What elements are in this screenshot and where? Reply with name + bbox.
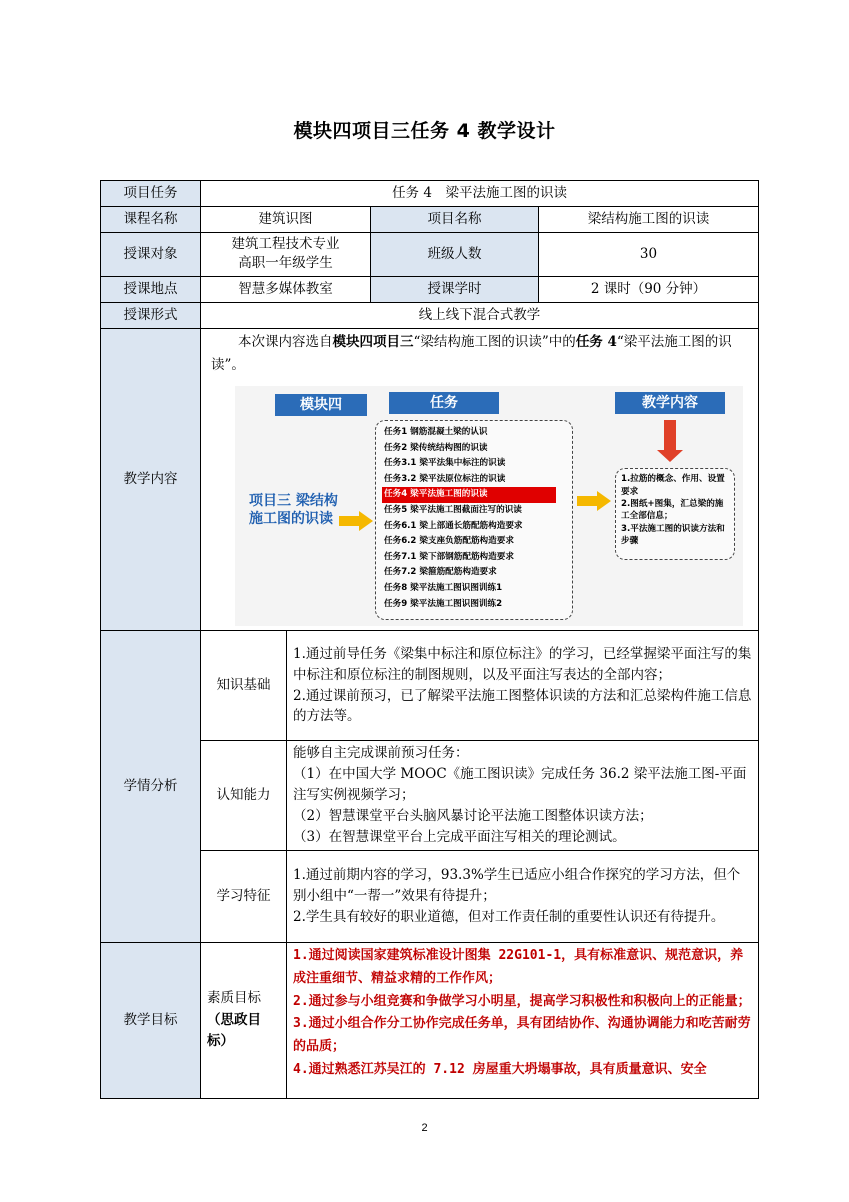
task-item: 任务6.2 梁支座负筋配筋构造要求 [384,536,514,547]
features-1: 1.通过前期内容的学习，93.3%学生已适应小组合作探究的学习方法，但个别小组中“一帮一”效果有待提升； [293,867,741,905]
cognitive-3: （3）在智慧课堂平台上完成平面注写相关的理论测试。 [293,828,626,845]
label-knowledge: 知识基础 [201,631,287,741]
arrow-right-icon [359,511,373,531]
cognitive-text [287,741,759,851]
cognitive-0: 能够自主完成课前预习任务： [293,745,469,762]
arrow-down-icon [657,450,683,462]
label-audience: 授课对象 [101,232,201,276]
label-content: 教学内容 [101,328,201,630]
module-header: 模块四 [275,394,367,416]
page-title: 模块四项目三任务 4 教学设计 [293,120,556,142]
quality-label-1: 素质目标 [207,990,261,1007]
page-number: 2 [421,1122,428,1134]
label-quality [201,943,287,1099]
content-item: 1.拉筋的概念、作用、设置要求 [621,474,725,497]
cognitive-2: （2）智慧课堂平台头脑风暴讨论平法施工图整体识读方法； [293,808,653,825]
label-task: 项目任务 [101,181,201,207]
value-class-size: 30 [539,232,759,276]
arrow-left-body [339,516,359,526]
content-text-c: “梁结构施工图的识读”中的 [413,333,576,350]
task-item: 任务7.2 梁箍筋配筋构造要求 [384,567,497,578]
content-text-b: 模块四项目三 [332,333,414,350]
value-project-name: 梁结构施工图的识读 [539,206,759,232]
objective-item: 4.通过熟悉江苏吴江的 7.12 房屋重大坍塌事故，具有质量意识、安全 [293,1061,707,1077]
label-class-size: 班级人数 [371,232,539,276]
task-item: 任务7.1 梁下部钢筋配筋构造要求 [384,551,514,562]
content-text-a: 本次课内容选自 [238,333,333,350]
objective-item: 3.通过小组合作分工协作完成任务单，具有团结协作、沟通协调能力和吃苦耐劳的品质； [293,1016,751,1055]
content-cell [201,328,759,630]
task-header: 任务 [389,392,499,414]
label-course: 课程名称 [101,206,201,232]
content-item: 3.平法施工图的识读方法和步骤 [621,523,725,547]
audience-line-2: 高职一年级学生 [238,255,333,272]
knowledge-2: 2.通过课前预习，已了解梁平法施工图整体识读的方法和汇总梁构件施工信息的方法等。 [293,687,752,725]
quality-label-2: （思政目标） [207,1011,261,1050]
arrow-mid-body [577,496,597,506]
label-format: 授课形式 [101,302,201,328]
content-diagram [235,386,743,626]
value-location: 智慧多媒体教室 [201,276,371,302]
value-task: 任务 4 梁平法施工图的识读 [201,181,759,207]
cognitive-1: （1）在中国大学 MOOC《施工图识读》完成任务 36.2 梁平法施工图-平面注写实例视频学习； [293,766,747,804]
features-2: 2.学生具有较好的职业道德，但对工作责任制的重要性认识还有待提升。 [293,909,725,926]
label-cognitive: 认知能力 [201,741,287,851]
label-location: 授课地点 [101,276,201,302]
objective-item: 2.通过参与小组竞赛和争做学习小明星，提高学习积极性和积极向上的正能量； [293,993,751,1009]
content-header: 教学内容 [615,392,725,414]
task-item: 任务9 梁平法施工图识图训练2 [384,598,503,609]
project-line-2: 施工图的识读 [249,511,333,528]
lesson-plan-table [100,180,759,1099]
value-hours: 2 课时（90 分钟） [539,276,759,302]
knowledge-text [287,631,759,741]
task-item: 任务4 梁平法施工图的识读 [382,487,556,503]
value-course: 建筑识图 [201,206,371,232]
label-analysis: 学情分析 [101,631,201,943]
value-format: 线上线下混合式教学 [201,302,759,328]
label-objectives: 教学目标 [101,943,201,1099]
label-project-name: 项目名称 [371,206,539,232]
task-item: 任务6.1 梁上部通长筋配筋构造要求 [384,520,523,531]
task-item: 任务3.1 梁平法集中标注的识读 [384,458,506,469]
arrow-right-icon-2 [597,491,611,511]
arrow-down-body [664,420,676,450]
content-intro [205,329,754,380]
objectives-list [287,943,759,1099]
content-item: 2.图纸+图集，汇总梁的施工全部信息； [621,498,724,522]
label-hours: 授课学时 [371,276,539,302]
task-item: 任务5 梁平法施工图截面注写的识读 [384,505,522,516]
knowledge-1: 1.通过前导任务《梁集中标注和原位标注》的学习，已经掌握梁平面注写的集中标注和原位标注的制图规则，以及平面注写表达的全部内容； [293,645,752,683]
label-features: 学习特征 [201,851,287,943]
content-text-e: “梁平法施工图的识读”。 [211,333,732,374]
task-item: 任务3.2 梁平法原位标注的识读 [384,473,506,484]
content-text-d: 任务 4 [575,333,617,350]
task-list [375,420,573,620]
task-item: 任务2 梁传统结构图的识读 [384,442,488,453]
task-item: 任务8 梁平法施工图识图训练1 [384,583,503,593]
value-audience [201,232,371,276]
features-text [287,851,759,943]
task-item: 任务1 钢筋混凝土梁的认识 [384,427,488,438]
project-line-1: 项目三 梁结构 [249,493,338,510]
audience-line-1: 建筑工程技术专业 [231,235,340,252]
objective-item: 1.通过阅读国家建筑标准设计图集 22G101-1，具有标准意识、规范意识，养成注重细节、精益求精的工作作风； [293,948,744,986]
content-list [615,468,735,560]
